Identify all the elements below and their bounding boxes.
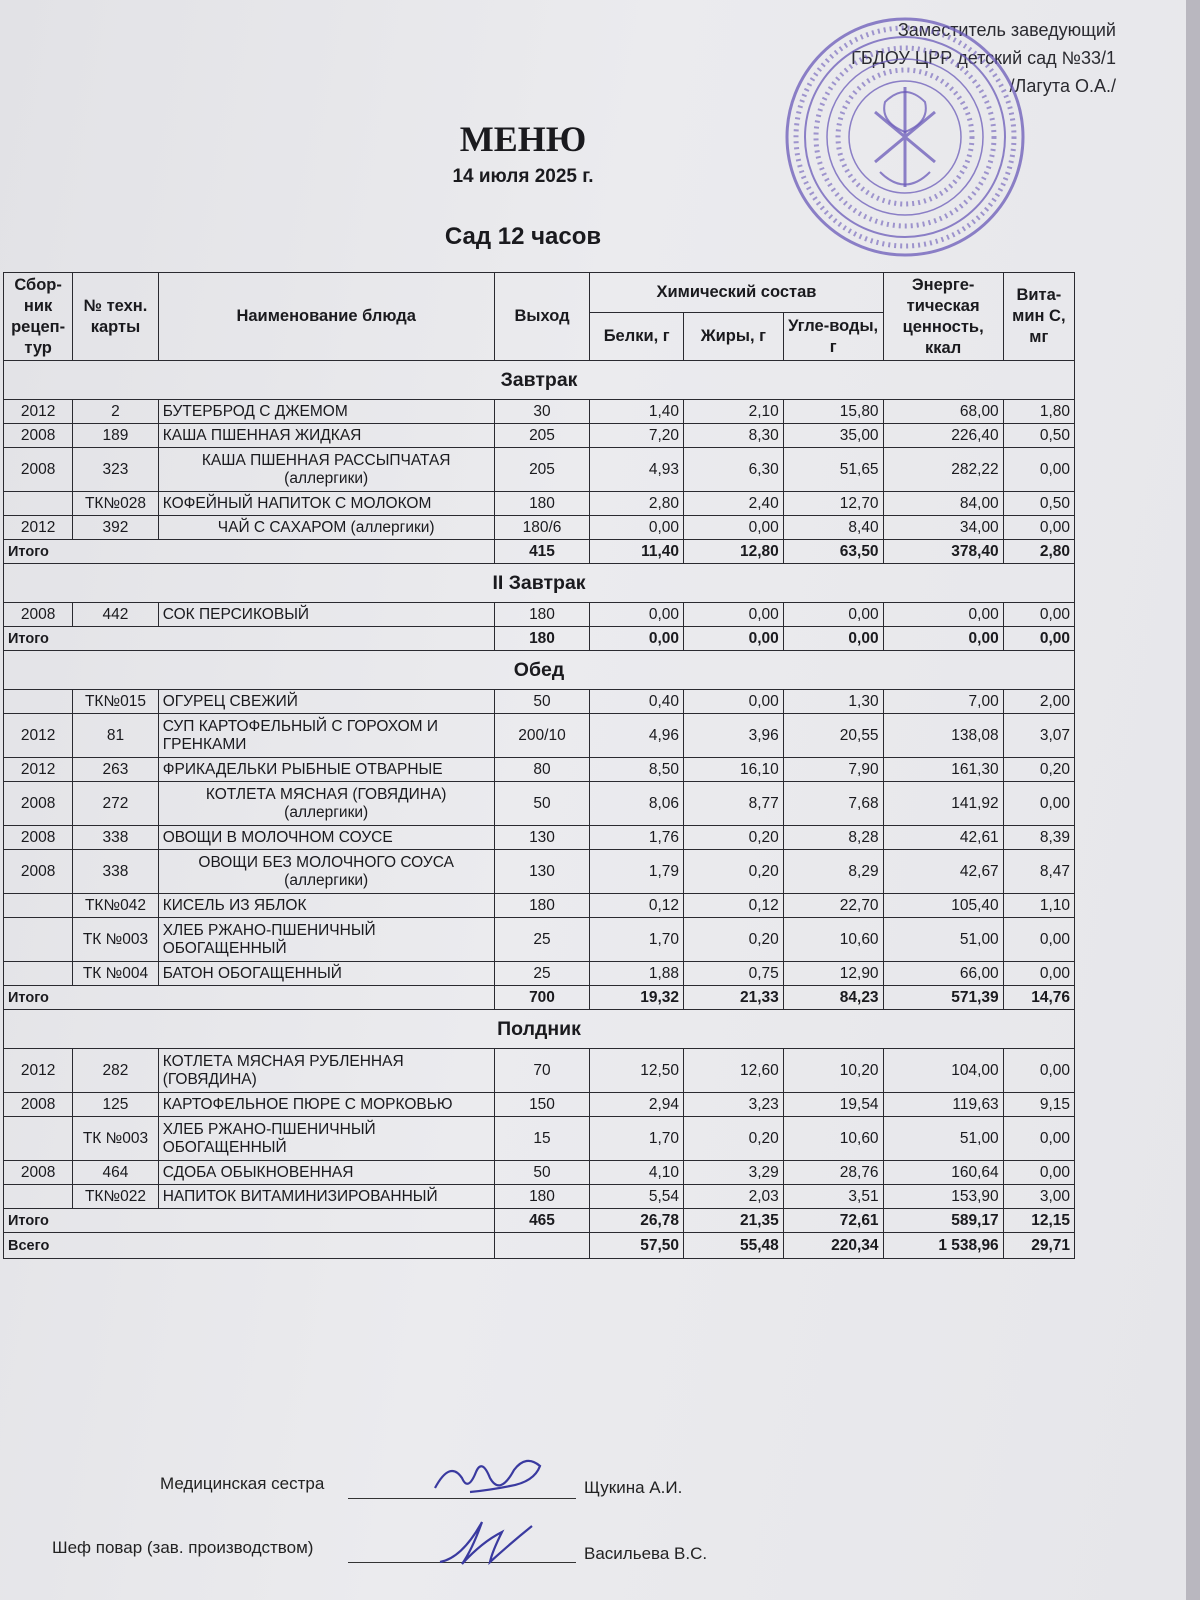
cell-e: 84,00	[883, 492, 1003, 516]
cell-dish: ОГУРЕЦ СВЕЖИЙ	[158, 690, 494, 714]
section-row	[4, 651, 1075, 690]
cell-e: 282,22	[883, 448, 1003, 492]
cell-dish: СДОБА ОБЫКНОВЕННАЯ	[158, 1161, 494, 1185]
cell-card-no: 81	[73, 714, 159, 758]
nurse-signature-icon	[430, 1448, 550, 1504]
cell-collection: 2012	[4, 400, 73, 424]
menu-body	[4, 361, 1075, 1259]
table-row	[4, 603, 1075, 627]
section-row	[4, 1010, 1075, 1049]
cell-collection	[4, 962, 73, 986]
header-dish: Наименование блюда	[158, 273, 494, 361]
cell-v: 0,00	[1003, 962, 1074, 986]
cell-p: 0,00	[590, 603, 684, 627]
table-row	[4, 690, 1075, 714]
table-row	[4, 1161, 1075, 1185]
cell-yield: 180/6	[494, 516, 590, 540]
cell-c: 15,80	[783, 400, 883, 424]
cell-collection: 2008	[4, 1093, 73, 1117]
chef-name: Васильева В.С.	[584, 1544, 708, 1563]
cell-card-no: 464	[73, 1161, 159, 1185]
table-row	[4, 782, 1075, 826]
section-title: Полдник	[4, 1010, 1075, 1049]
cell-yield: 205	[494, 424, 590, 448]
cell-card-no: 272	[73, 782, 159, 826]
cell-p: 2,80	[590, 492, 684, 516]
cell-f: 12,60	[684, 1049, 784, 1093]
total-f: 21,35	[684, 1209, 784, 1233]
cell-c: 8,29	[783, 850, 883, 894]
header-fat: Жиры, г	[684, 313, 784, 361]
cell-e: 66,00	[883, 962, 1003, 986]
cell-c: 22,70	[783, 894, 883, 918]
cell-collection	[4, 690, 73, 714]
table-row	[4, 516, 1075, 540]
section-title: Обед	[4, 651, 1075, 690]
cell-e: 0,00	[883, 603, 1003, 627]
cell-f: 3,29	[684, 1161, 784, 1185]
cell-e: 34,00	[883, 516, 1003, 540]
table-row	[4, 1117, 1075, 1161]
total-label: Итого	[4, 1209, 495, 1233]
cell-yield: 25	[494, 962, 590, 986]
cell-card-no: ТК№022	[73, 1185, 159, 1209]
cell-p: 4,93	[590, 448, 684, 492]
cell-v: 0,00	[1003, 516, 1074, 540]
total-yield: 415	[494, 540, 590, 564]
total-yield: 465	[494, 1209, 590, 1233]
cell-f: 3,96	[684, 714, 784, 758]
cell-f: 0,20	[684, 850, 784, 894]
cell-c: 10,60	[783, 1117, 883, 1161]
cell-v: 9,15	[1003, 1093, 1074, 1117]
cell-p: 4,96	[590, 714, 684, 758]
cell-card-no: 282	[73, 1049, 159, 1093]
cell-e: 42,67	[883, 850, 1003, 894]
approval-line-2: ГБДОУ ЦРР детский сад №33/1	[851, 48, 1116, 68]
cell-v: 0,00	[1003, 448, 1074, 492]
section-title: II Завтрак	[4, 564, 1075, 603]
total-f: 21,33	[684, 986, 784, 1010]
cell-v: 1,10	[1003, 894, 1074, 918]
cell-f: 0,00	[684, 690, 784, 714]
table-row	[4, 714, 1075, 758]
cell-c: 1,30	[783, 690, 883, 714]
chef-signature-icon	[432, 1512, 542, 1568]
cell-card-no: ТК №003	[73, 1117, 159, 1161]
cell-e: 226,40	[883, 424, 1003, 448]
cell-e: 42,61	[883, 826, 1003, 850]
cell-collection	[4, 492, 73, 516]
total-row	[4, 986, 1075, 1010]
cell-v: 0,00	[1003, 1161, 1074, 1185]
cell-c: 19,54	[783, 1093, 883, 1117]
cell-v: 0,00	[1003, 1117, 1074, 1161]
cell-dish: КАРТОФЕЛЬНОЕ ПЮРЕ С МОРКОВЬЮ	[158, 1093, 494, 1117]
menu-date: 14 июля 2025 г.	[452, 166, 594, 187]
cell-v: 3,07	[1003, 714, 1074, 758]
total-f: 0,00	[684, 627, 784, 651]
cell-p: 1,40	[590, 400, 684, 424]
cell-card-no: 392	[73, 516, 159, 540]
total-c: 63,50	[783, 540, 883, 564]
cell-yield: 150	[494, 1093, 590, 1117]
cell-dish: ЧАЙ С САХАРОМ (аллергики)	[158, 516, 494, 540]
cell-dish: ФРИКАДЕЛЬКИ РЫБНЫЕ ОТВАРНЫЕ	[158, 758, 494, 782]
cell-p: 5,54	[590, 1185, 684, 1209]
nurse-name: Щукина А.И.	[584, 1478, 683, 1497]
total-e: 378,40	[883, 540, 1003, 564]
approval-line-3: /Лагута О.А./	[1009, 76, 1116, 96]
cell-yield: 50	[494, 782, 590, 826]
cell-p: 1,79	[590, 850, 684, 894]
total-p: 11,40	[590, 540, 684, 564]
cell-yield: 50	[494, 690, 590, 714]
table-row	[4, 492, 1075, 516]
total-p: 0,00	[590, 627, 684, 651]
cell-yield: 180	[494, 492, 590, 516]
grand-total-c: 220,34	[783, 1233, 883, 1259]
total-v: 0,00	[1003, 627, 1074, 651]
cell-p: 1,70	[590, 918, 684, 962]
header-collection: Сбор-ник рецеп-тур	[4, 273, 73, 361]
table-row	[4, 1093, 1075, 1117]
cell-dish: КАША ПШЕННАЯ ЖИДКАЯ	[158, 424, 494, 448]
cell-collection: 2008	[4, 603, 73, 627]
approval-line-1: Заместитель заведующий	[897, 20, 1116, 40]
cell-e: 141,92	[883, 782, 1003, 826]
cell-collection: 2008	[4, 1161, 73, 1185]
section-row	[4, 361, 1075, 400]
cell-collection	[4, 894, 73, 918]
cell-f: 8,30	[684, 424, 784, 448]
cell-c: 28,76	[783, 1161, 883, 1185]
cell-yield: 80	[494, 758, 590, 782]
cell-f: 16,10	[684, 758, 784, 782]
cell-p: 0,00	[590, 516, 684, 540]
cell-collection: 2008	[4, 850, 73, 894]
cell-e: 119,63	[883, 1093, 1003, 1117]
cell-dish: НАПИТОК ВИТАМИНИЗИРОВАННЫЙ	[158, 1185, 494, 1209]
cell-e: 68,00	[883, 400, 1003, 424]
cell-collection: 2008	[4, 448, 73, 492]
table-row	[4, 424, 1075, 448]
header-yield: Выход	[494, 273, 590, 361]
header-vitc: Вита-мин С, мг	[1003, 273, 1074, 361]
total-v: 12,15	[1003, 1209, 1074, 1233]
cell-e: 138,08	[883, 714, 1003, 758]
cell-e: 104,00	[883, 1049, 1003, 1093]
cell-e: 161,30	[883, 758, 1003, 782]
table-row	[4, 962, 1075, 986]
cell-dish: ОВОЩИ БЕЗ МОЛОЧНОГО СОУСА (аллергики)	[158, 850, 494, 894]
cell-card-no: ТК№042	[73, 894, 159, 918]
cell-c: 8,40	[783, 516, 883, 540]
cell-v: 8,47	[1003, 850, 1074, 894]
table-row	[4, 850, 1075, 894]
cell-p: 2,94	[590, 1093, 684, 1117]
cell-yield: 130	[494, 850, 590, 894]
cell-dish: ХЛЕБ РЖАНО-ПШЕНИЧНЫЙ ОБОГАЩЕННЫЙ	[158, 1117, 494, 1161]
header-energy: Энерге-тическая ценность, ккал	[883, 273, 1003, 361]
page-title: МЕНЮ	[459, 119, 587, 159]
total-e: 589,17	[883, 1209, 1003, 1233]
cell-p: 0,40	[590, 690, 684, 714]
cell-yield: 205	[494, 448, 590, 492]
cell-yield: 180	[494, 603, 590, 627]
total-row	[4, 540, 1075, 564]
cell-dish: БУТЕРБРОД С ДЖЕМОМ	[158, 400, 494, 424]
cell-yield: 180	[494, 894, 590, 918]
cell-f: 0,00	[684, 603, 784, 627]
grand-total-e: 1 538,96	[883, 1233, 1003, 1259]
cell-v: 0,00	[1003, 603, 1074, 627]
cell-card-no: 338	[73, 826, 159, 850]
table-row	[4, 1185, 1075, 1209]
cell-collection: 2008	[4, 782, 73, 826]
cell-f: 0,75	[684, 962, 784, 986]
cell-yield: 15	[494, 1117, 590, 1161]
cell-f: 0,20	[684, 826, 784, 850]
cell-card-no: ТК №003	[73, 918, 159, 962]
cell-c: 7,68	[783, 782, 883, 826]
cell-card-no: 338	[73, 850, 159, 894]
total-p: 19,32	[590, 986, 684, 1010]
total-v: 14,76	[1003, 986, 1074, 1010]
cell-dish: СУП КАРТОФЕЛЬНЫЙ С ГОРОХОМ И ГРЕНКАМИ	[158, 714, 494, 758]
cell-f: 2,03	[684, 1185, 784, 1209]
total-p: 26,78	[590, 1209, 684, 1233]
cell-yield: 200/10	[494, 714, 590, 758]
total-c: 72,61	[783, 1209, 883, 1233]
cell-collection: 2012	[4, 714, 73, 758]
cell-f: 0,00	[684, 516, 784, 540]
grand-total-label: Всего	[4, 1233, 495, 1259]
header-card-no: № техн. карты	[73, 273, 159, 361]
total-row	[4, 627, 1075, 651]
grand-total-v: 29,71	[1003, 1233, 1074, 1259]
cell-dish: БАТОН ОБОГАЩЕННЫЙ	[158, 962, 494, 986]
cell-yield: 25	[494, 918, 590, 962]
table-row	[4, 400, 1075, 424]
cell-p: 1,88	[590, 962, 684, 986]
cell-yield: 50	[494, 1161, 590, 1185]
cell-yield: 130	[494, 826, 590, 850]
section-title: Завтрак	[4, 361, 1075, 400]
cell-v: 0,00	[1003, 1049, 1074, 1093]
header-chem: Химический состав	[590, 273, 883, 313]
cell-c: 12,70	[783, 492, 883, 516]
cell-c: 12,90	[783, 962, 883, 986]
cell-v: 0,50	[1003, 492, 1074, 516]
cell-v: 0,50	[1003, 424, 1074, 448]
cell-f: 8,77	[684, 782, 784, 826]
total-row	[4, 1209, 1075, 1233]
cell-f: 0,20	[684, 918, 784, 962]
cell-yield: 70	[494, 1049, 590, 1093]
cell-collection	[4, 918, 73, 962]
nurse-role: Медицинская сестра	[160, 1474, 325, 1493]
cell-p: 0,12	[590, 894, 684, 918]
cell-f: 2,40	[684, 492, 784, 516]
cell-e: 51,00	[883, 918, 1003, 962]
table-row	[4, 448, 1075, 492]
cell-card-no: ТК№015	[73, 690, 159, 714]
header-carbs: Угле-воды, г	[783, 313, 883, 361]
cell-card-no: 189	[73, 424, 159, 448]
total-v: 2,80	[1003, 540, 1074, 564]
cell-dish: СОК ПЕРСИКОВЫЙ	[158, 603, 494, 627]
cell-dish: КОФЕЙНЫЙ НАПИТОК С МОЛОКОМ	[158, 492, 494, 516]
total-e: 0,00	[883, 627, 1003, 651]
grand-total-f: 55,48	[684, 1233, 784, 1259]
cell-e: 105,40	[883, 894, 1003, 918]
cell-e: 153,90	[883, 1185, 1003, 1209]
cell-f: 3,23	[684, 1093, 784, 1117]
cell-p: 8,06	[590, 782, 684, 826]
cell-p: 1,70	[590, 1117, 684, 1161]
grand-total-p: 57,50	[590, 1233, 684, 1259]
total-label: Итого	[4, 540, 495, 564]
cell-dish: КОТЛЕТА МЯСНАЯ (ГОВЯДИНА) (аллергики)	[158, 782, 494, 826]
cell-card-no: 263	[73, 758, 159, 782]
cell-card-no: ТК№028	[73, 492, 159, 516]
table-row	[4, 918, 1075, 962]
total-f: 12,80	[684, 540, 784, 564]
cell-e: 51,00	[883, 1117, 1003, 1161]
header-protein: Белки, г	[590, 313, 684, 361]
cell-collection: 2008	[4, 424, 73, 448]
cell-dish: КОТЛЕТА МЯСНАЯ РУБЛЕННАЯ (ГОВЯДИНА)	[158, 1049, 494, 1093]
cell-dish: ОВОЩИ В МОЛОЧНОМ СОУСЕ	[158, 826, 494, 850]
cell-p: 12,50	[590, 1049, 684, 1093]
cell-collection	[4, 1185, 73, 1209]
cell-collection	[4, 1117, 73, 1161]
cell-card-no: 2	[73, 400, 159, 424]
cell-e: 160,64	[883, 1161, 1003, 1185]
cell-c: 35,00	[783, 424, 883, 448]
total-yield: 180	[494, 627, 590, 651]
cell-dish: КИСЕЛЬ ИЗ ЯБЛОК	[158, 894, 494, 918]
grand-total-yield	[494, 1233, 590, 1259]
menu-table	[3, 272, 1075, 1259]
cell-card-no: 125	[73, 1093, 159, 1117]
cell-f: 0,20	[684, 1117, 784, 1161]
total-label: Итого	[4, 986, 495, 1010]
cell-card-no: 323	[73, 448, 159, 492]
cell-collection: 2012	[4, 516, 73, 540]
cell-card-no: 442	[73, 603, 159, 627]
cell-dish: ХЛЕБ РЖАНО-ПШЕНИЧНЫЙ ОБОГАЩЕННЫЙ	[158, 918, 494, 962]
cell-collection: 2012	[4, 758, 73, 782]
total-c: 84,23	[783, 986, 883, 1010]
cell-collection: 2008	[4, 826, 73, 850]
cell-f: 2,10	[684, 400, 784, 424]
cell-c: 20,55	[783, 714, 883, 758]
cell-p: 4,10	[590, 1161, 684, 1185]
cell-collection: 2012	[4, 1049, 73, 1093]
total-label: Итого	[4, 627, 495, 651]
total-e: 571,39	[883, 986, 1003, 1010]
table-row	[4, 894, 1075, 918]
cell-v: 2,00	[1003, 690, 1074, 714]
total-c: 0,00	[783, 627, 883, 651]
cell-v: 3,00	[1003, 1185, 1074, 1209]
cell-c: 3,51	[783, 1185, 883, 1209]
grand-total-row	[4, 1233, 1075, 1259]
cell-c: 7,90	[783, 758, 883, 782]
cell-card-no: ТК №004	[73, 962, 159, 986]
cell-v: 8,39	[1003, 826, 1074, 850]
section-row	[4, 564, 1075, 603]
cell-v: 0,00	[1003, 782, 1074, 826]
chef-role: Шеф повар (зав. производством)	[52, 1538, 314, 1557]
cell-f: 0,12	[684, 894, 784, 918]
cell-c: 10,60	[783, 918, 883, 962]
cell-c: 0,00	[783, 603, 883, 627]
cell-c: 8,28	[783, 826, 883, 850]
cell-c: 51,65	[783, 448, 883, 492]
cell-f: 6,30	[684, 448, 784, 492]
cell-p: 8,50	[590, 758, 684, 782]
cell-p: 7,20	[590, 424, 684, 448]
cell-dish: КАША ПШЕННАЯ РАССЫПЧАТАЯ (аллергики)	[158, 448, 494, 492]
table-row	[4, 758, 1075, 782]
cell-p: 1,76	[590, 826, 684, 850]
table-row	[4, 826, 1075, 850]
cell-v: 1,80	[1003, 400, 1074, 424]
menu-subtitle: Сад 12 часов	[444, 223, 602, 250]
cell-e: 7,00	[883, 690, 1003, 714]
cell-yield: 180	[494, 1185, 590, 1209]
cell-v: 0,00	[1003, 918, 1074, 962]
cell-c: 10,20	[783, 1049, 883, 1093]
cell-yield: 30	[494, 400, 590, 424]
table-row	[4, 1049, 1075, 1093]
cell-v: 0,20	[1003, 758, 1074, 782]
total-yield: 700	[494, 986, 590, 1010]
